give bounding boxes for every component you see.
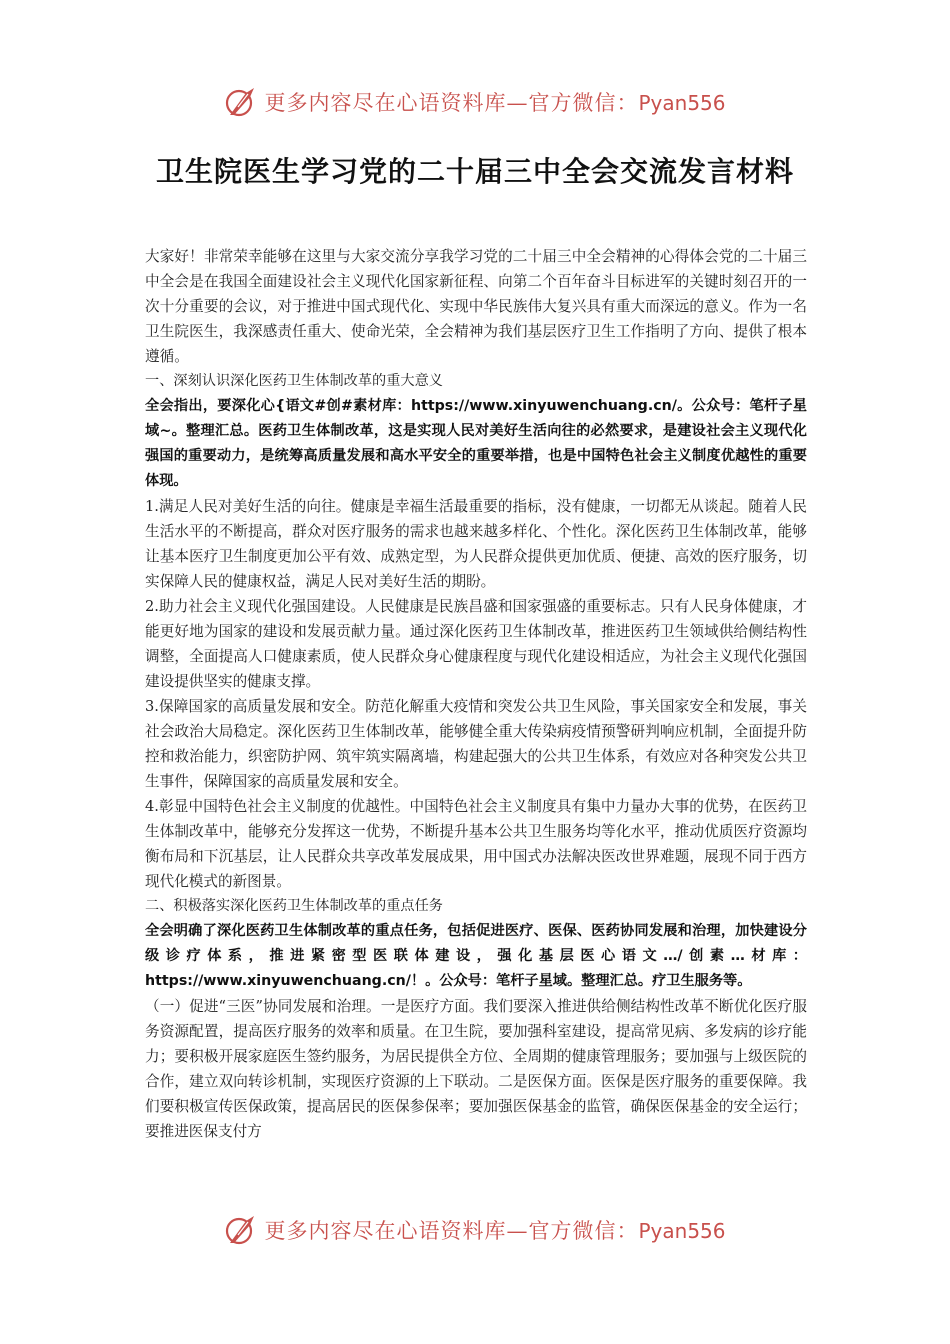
subsection-1-paragraph: （一）促进“三医”协同发展和治理。一是医疗方面。我们要深入推进供给侧结构性改革不断优化医疗服务资源配置，提高医疗服务的效率和质量。在卫生院，要加强科室建设，提高常见病、多发病的诊疗能力；要积极开展家庭医生签约服务，为居民提供全方位、全周期的健康管理服务；要加强与上级医院的合作，建立双向转诊机制，实现医疗资源的上下联动。二是医保方面。医保是医疗服务的重要保障。我们要积极宣传医保政策，提高居民的医保参保率；要加强医保基金的监管，确保医保基金的安全运行；要推进医保支付方 [145, 998, 807, 1140]
wechat-id: Pyan556 [638, 91, 726, 115]
wechat-id: Pyan556 [638, 1219, 726, 1243]
footer-banner [0, 1210, 950, 1250]
header-banner [0, 82, 950, 122]
point-3-paragraph: 3.保障国家的高质量发展和安全。防范化解重大疫情和突发公共卫生风险，事关国家安全和发展，事关社会政治大局稳定。深化医药卫生体制改革，能够健全重大传染病疫情预警研判响应机制，全面提升防控和救治能力，织密防护网、筑牢筑实隔离墙，构建起强大的公共卫生体系，有效应对各种突发公共卫生事件，保障国家的高质量发展和安全。 [145, 698, 807, 790]
quill-pen-logo-icon [224, 85, 258, 119]
document-title: 卫生院医生学习党的二十届三中全会交流发言材料 [155, 155, 794, 188]
banner-text: 更多内容尽在心语资料库—官方微信：Pyan556 [264, 91, 726, 115]
point-1-paragraph: 1.满足人民对美好生活的向往。健康是幸福生活最重要的指标，没有健康，一切都无从谈起。随着人民生活水平的不断提高，群众对医疗服务的需求也越来越多样化、个性化。深化医药卫生体制改革，能够让基本医疗卫生制度更加公平有效、成熟定型，为人民群众提供更加优质、便捷、高效的医疗服务，切实保障人民的健康权益，满足人民对美好生活的期盼。 [145, 498, 807, 590]
point-2-paragraph: 2.助力社会主义现代化强国建设。人民健康是民族昌盛和国家强盛的重要标志。只有人民身体健康，才能更好地为国家的建设和发展贡献力量。通过深化医药卫生体制改革，推进医药卫生领域供给侧结构性调整，全面提高人口健康素质，使人民群众身心健康程度与现代化建设相适应，为社会主义现代化强国建设提供坚实的健康支撑。 [145, 598, 807, 690]
point-4-paragraph: 4.彰显中国特色社会主义制度的优越性。中国特色社会主义制度具有集中力量办大事的优势，在医药卫生体制改革中，能够充分发挥这一优势，不断提升基本公共卫生服务均等化水平，推动优质医疗资源均衡布局和下沉基层，让人民群众共享改革发展成果，用中国式办法解决医改世界难题，展现不同于西方现代化模式的新图景。 [145, 798, 807, 890]
bold-paragraph-2: 全会明确了深化医药卫生体制改革的重点任务，包括促进医疗、医保、医药协同发展和治理，加快建设分级诊疗体系，推进紧密型医联体建设，强化基层医心语文…/创素…材库：https://www.xinyuwenchuang.cn/！。公众号：笔杆子星域。整理汇总。疗卫生服务等。 [145, 923, 807, 989]
quill-pen-logo-icon [224, 1213, 258, 1247]
banner-text: 更多内容尽在心语资料库—官方微信：Pyan556 [264, 1219, 726, 1243]
section-heading-2: 二、积极落实深化医药卫生体制改革的重点任务 [145, 898, 443, 914]
document-body [145, 244, 807, 1144]
intro-paragraph: 大家好！非常荣幸能够在这里与大家交流分享我学习党的二十届三中全会精神的心得体会党的二十届三中全会是在我国全面建设社会主义现代化国家新征程、向第二个百年奋斗目标进军的关键时刻召开的一次十分重要的会议，对于推进中国式现代化、实现中华民族伟大复兴具有重大而深远的意义。作为一名卫生院医生，我深感责任重大、使命光荣，全会精神为我们基层医疗卫生工作指明了方向、提供了根本遵循。 [145, 248, 807, 365]
bold-paragraph-1: 全会指出，要深化心{语文#创#素材库：https://www.xinyuwenchuang.cn/。公众号：笔杆子星域~。整理汇总。医药卫生体制改革，这是实现人民对美好生活向往的必然要求，是建设社会主义现代化强国的重要动力，是统筹高质量发展和高水平安全的重要举措，也是中国特色社会主义制度优越性的重要体现。 [145, 398, 807, 489]
section-heading-1: 一、深刻认识深化医药卫生体制改革的重大意义 [145, 373, 443, 389]
